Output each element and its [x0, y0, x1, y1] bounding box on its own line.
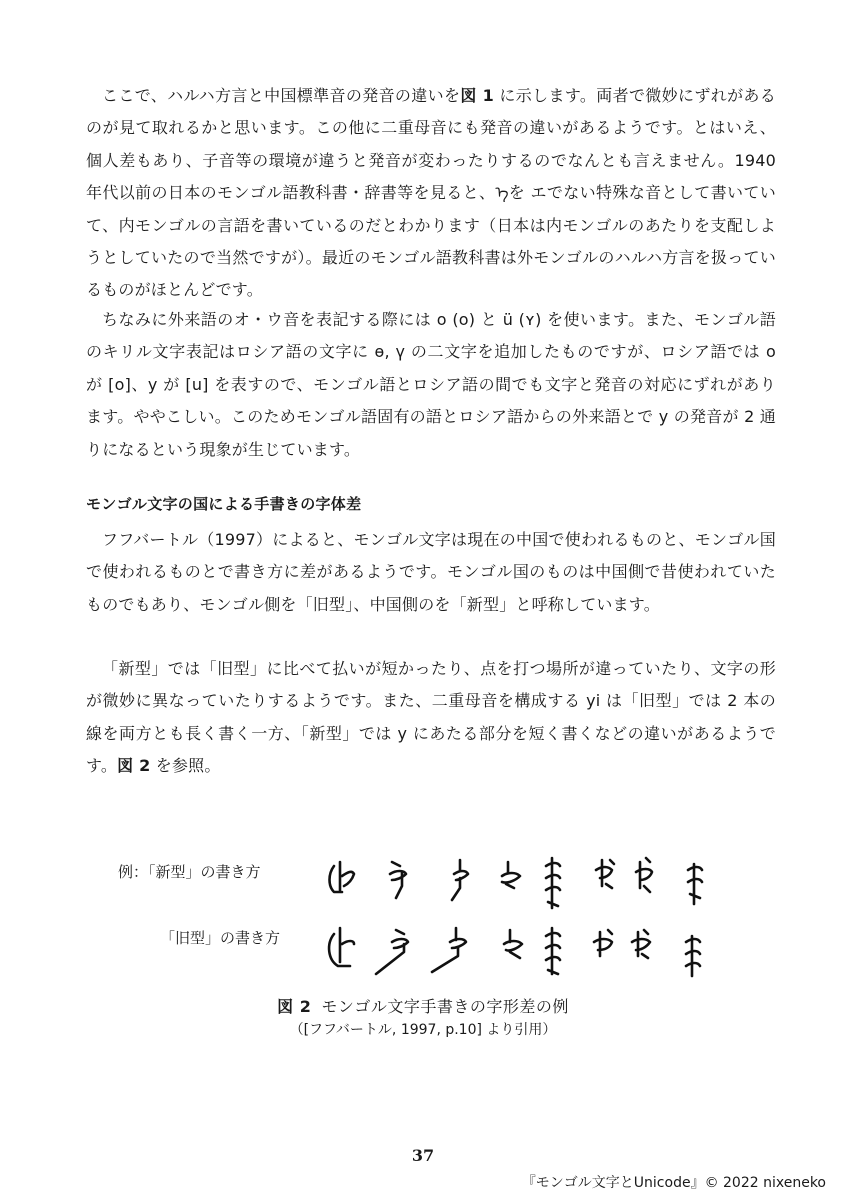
figure-2-caption [0, 994, 846, 1017]
figure-2-source: （[フフバートル, 1997, p.10] より引用） [289, 1022, 557, 1038]
paragraph-new-vs-old: 「新型」では「旧型」に比べて払いが短かったり、点を打つ場所が違っていたり、文字の形が微妙に異なっていたりするようです。また、二重母音を構成する yi は「旧型」では 2 本の線を両方とも長く書く一方、「新型」では y にあたる部分を短く書くなどの違いがあるようです。図 2 を参照。 [86, 659, 776, 776]
figure-2-reference: 図 2 [117, 756, 151, 776]
old-glyph-6 [594, 930, 612, 956]
new-glyph-1 [330, 862, 355, 892]
section-heading: モンゴル文字の国による手書きの字体差 [86, 495, 362, 513]
figure-2-caption-text: モンゴル文字手書きの字形差の例 [321, 997, 569, 1016]
new-glyph-5 [546, 858, 560, 908]
mongolian-handwriting-samples [320, 848, 720, 978]
old-glyph-5 [546, 928, 560, 974]
old-glyph-7 [632, 930, 650, 958]
page-number: 37 [411, 1146, 435, 1165]
new-glyph-7 [636, 858, 652, 892]
paragraph-dialect-difference: ここで、ハルハ方言と中国標準音の発音の違いを図 1 に示します。両者で微妙にずれがあるのが見て取れるかと思います。この他に二重母音にも発音の違いがあるようです。とはいえ、個人差もあり、子音等の環境が違うと発音が変わったりするのでなんとも言えません。1940 年代以前の日本のモンゴル語教科書・辞書等を見ると、ᠡを エでない特殊な音として書いていて、内モンゴルの言語を書いているのだとわかります（日本は内モンゴルのあたりを支配しようとしていたので当然ですが）。最近のモンゴル語教科書は外モンゴルのハルハ方言を扱っているものがほとんどです。 [86, 86, 776, 300]
new-glyph-4 [502, 862, 520, 888]
figure-1-reference: 図 1 [460, 86, 494, 105]
new-glyph-2 [390, 862, 406, 898]
old-glyph-4 [504, 930, 522, 958]
footer-copyright: 『モンゴル文字とUnicode』© 2022 nixeneko [521, 1175, 826, 1191]
figure-2-caption-number: 図 2 [277, 997, 312, 1016]
new-glyph-3 [452, 860, 468, 900]
old-glyph-3 [432, 928, 466, 972]
old-glyph-2 [376, 930, 408, 974]
new-style-row-label: 例：「新型」の書き方 [118, 863, 261, 881]
paragraph-handwriting-styles: フフバートル（1997）によると、モンゴル文字は現在の中国で使われるものと、モンゴル国で使われるものとで書き方に差があるようです。モンゴル国のものは中国側で昔使われていたものでもあり、モンゴル側を「旧型」、中国側のを「新型」と呼称しています。 [86, 530, 776, 614]
paragraph-loanword-vowels: ちなみに外来語のオ・ウ音を表記する際には o (ᴏ) と ü (ʏ) を使います。また、モンゴル語のキリル文字表記はロシア語の文字に ө, ү の二文字を追加したものですが、ロシア語では о が [o]、у が [u] を表すので、モンゴル語とロシア語の間でも文字と発音の対応にずれがあります。ややこしい。このためモンゴル語固有の語とロシア語からの外来語とで у の発音が 2 通りになるという現象が生じています。 [86, 310, 776, 459]
old-glyph-1 [329, 928, 354, 966]
new-glyph-6 [596, 860, 614, 888]
old-style-row-label: 「旧型」の書き方 [160, 929, 281, 947]
new-glyph-8 [688, 864, 702, 904]
old-glyph-8 [686, 936, 700, 976]
